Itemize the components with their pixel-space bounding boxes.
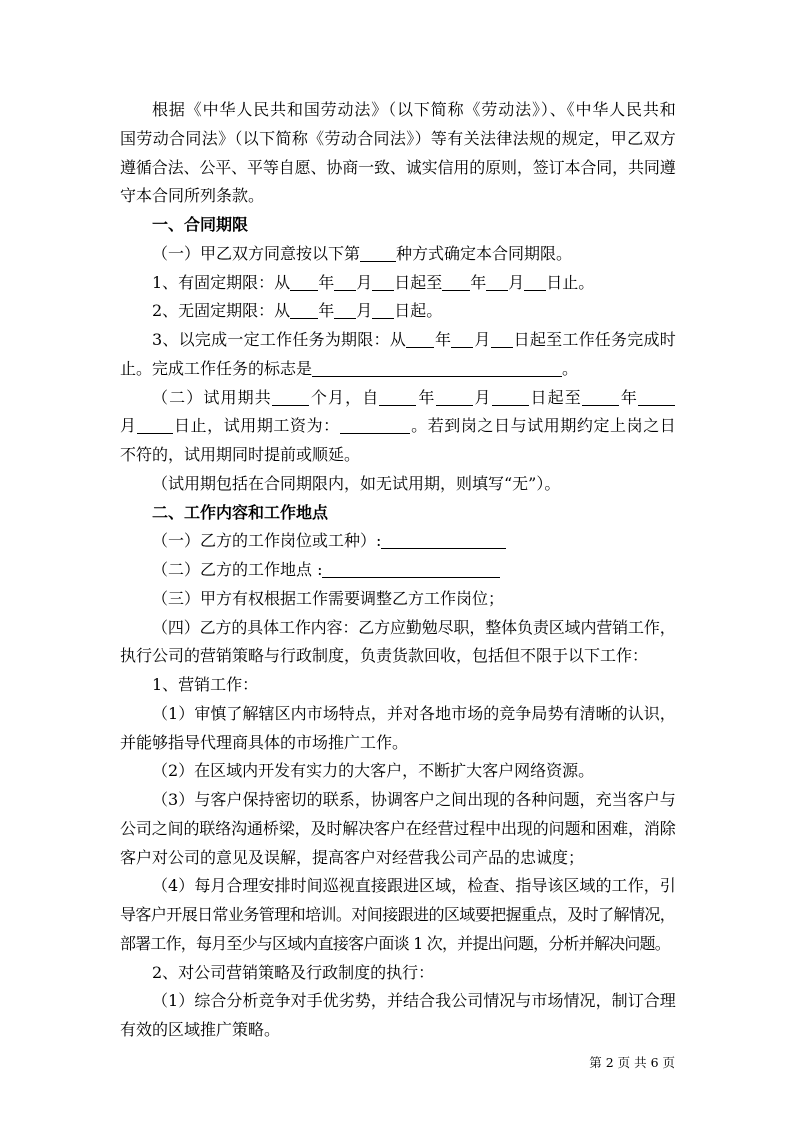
term-method-clause	[120, 240, 675, 269]
clause-text: 个月，自	[308, 387, 380, 407]
fill-in-blank	[137, 433, 173, 434]
clause-text: 年	[470, 272, 487, 292]
clause-text: 月	[356, 272, 373, 292]
fill-in-blank	[322, 577, 500, 578]
fill-in-blank	[312, 376, 562, 377]
policy-execution-item: （1）综合分析竞争对手优劣势，并结合我公司情况与市场情况，制订合理	[152, 991, 675, 1011]
preamble-line: 根据《中华人民共和国劳动法》（以下简称《劳动法》）、《中华人民共和	[152, 100, 675, 119]
clause-text: 月	[120, 416, 137, 436]
open-term-clause	[120, 297, 675, 326]
probation-clause-continued	[120, 412, 675, 441]
section-heading-contract-term: 一、合同期限	[152, 215, 249, 234]
marketing-item: （2）在区域内开发有实力的大客户，不断扩大客户网络资源。	[152, 761, 595, 781]
clause-text: 日止。	[546, 272, 595, 292]
probation-clause	[120, 384, 675, 413]
clause-text: 种方式确定本合同期限。	[396, 243, 573, 263]
marketing-item: 部署工作，每月至少与区域内直接客户面谈 1 次，并提出问题，分析并解决问题。	[120, 933, 670, 953]
fill-in-blank	[290, 318, 318, 319]
fill-in-blank	[582, 405, 619, 406]
fill-in-blank	[492, 405, 529, 406]
clause-text: 月	[356, 301, 373, 321]
marketing-item: 公司之间的联络沟通桥梁，及时解决客户在经营过程中出现的问题和困难，消除	[120, 818, 675, 838]
clause-text: 。	[562, 358, 579, 378]
preamble-line: 国劳动合同法》（以下简称《劳动合同法》）等有关法律法规的规定，甲乙双方	[120, 128, 675, 148]
probation-note: （试用期包括在合同期限内，如无试用期，则填写“无”）。	[152, 473, 561, 493]
clause-text: 。若到岗之日与试用期约定上岗之日	[409, 416, 675, 436]
clause-text: 日起至	[528, 387, 582, 407]
clause-text: 年	[434, 330, 452, 349]
fill-in-blank	[442, 290, 470, 291]
fill-in-blank	[334, 318, 356, 319]
clause-text: 月	[508, 272, 525, 292]
fill-in-blank	[372, 318, 394, 319]
clause-text: 年	[318, 301, 335, 321]
fill-in-blank	[451, 347, 473, 348]
page-number-footer: 第 2 页 共 6 页	[589, 1055, 675, 1070]
fill-in-blank	[372, 290, 394, 291]
fixed-term-clause	[120, 269, 675, 298]
clause-text: 止。完成工作任务的标志是	[120, 358, 313, 378]
clause-text: 日起至	[394, 272, 443, 292]
clause-text: 1、有固定期限：从	[152, 272, 291, 292]
clause-text: 月	[472, 387, 492, 407]
marketing-item: （4）每月合理安排时间巡视直接跟进区域，检查、指导该区域的工作，引	[152, 876, 675, 896]
clause-text: （二）乙方的工作地点 :	[152, 560, 323, 579]
clause-text: 月	[473, 330, 491, 349]
clause-text: 2、无固定期限：从	[152, 301, 291, 321]
clause-text: 年	[318, 272, 335, 292]
clause-text: 日起至工作任务完成时	[512, 330, 675, 349]
fill-in-blank	[486, 290, 508, 291]
task-term-clause-continued	[120, 355, 675, 384]
marketing-item: 客户对公司的意见及误解，提高客户对经营我公司产品的忠诚度；	[120, 847, 585, 867]
fill-in-blank	[334, 290, 356, 291]
policy-execution-item: 有效的区域推广策略。	[120, 1020, 281, 1039]
work-duties-clause: （四）乙方的具体工作内容：乙方应勤勉尽职，整体负责区域内营销工作，	[152, 617, 675, 637]
subsection-heading-policy-execution: 2、对公司营销策略及行政制度的执行：	[152, 962, 435, 982]
marketing-item: 并能够指导代理商具体的市场推广工作。	[120, 732, 409, 752]
preamble-line: 遵循合法、公平、平等自愿、协商一致、诚实信用的原则，签订本合同，共同遵	[120, 157, 675, 177]
clause-text: （一）乙方的工作岗位或工种）:	[152, 531, 382, 551]
probation-clause-continued: 不符的，试用期同时提前或顺延。	[120, 445, 361, 464]
preamble-line: 守本合同所列条款。	[120, 186, 265, 206]
marketing-item: （3）与客户保持密切的联系，协调客户之间出现的各种问题，充当客户与	[152, 790, 675, 809]
clause-text: （一）甲乙双方同意按以下第	[152, 243, 361, 263]
work-duties-clause: 执行公司的营销策略与行政制度，负责货款回收，包括但不限于以下工作：	[120, 646, 649, 666]
section-heading-work: 二、工作内容和工作地点	[152, 502, 329, 522]
fill-in-blank	[272, 405, 309, 406]
fill-in-blank	[638, 405, 675, 406]
marketing-item: （1）审慎了解辖区内市场特点，并对各地市场的竞争局势有清晰的认识，	[152, 703, 675, 723]
clause-text: 3、以完成一定工作任务为期限：从	[152, 330, 407, 349]
work-adjustment-clause: （三）甲方有权根据工作需要调整乙方工作岗位；	[152, 588, 505, 608]
fill-in-blank	[360, 261, 396, 262]
contract-body	[120, 96, 675, 1045]
fill-in-blank	[436, 405, 473, 406]
fill-in-blank	[379, 405, 416, 406]
fill-in-blank	[381, 548, 506, 549]
task-term-clause	[120, 326, 675, 355]
fill-in-blank	[290, 290, 318, 291]
marketing-item: 导客户开展日常业务管理和培训。对间接跟进的区域要把握重点，及时了解情况，	[120, 905, 675, 924]
fill-in-blank	[524, 290, 546, 291]
clause-text: 年	[416, 387, 436, 407]
fill-in-blank	[340, 433, 410, 434]
fill-in-blank	[491, 347, 513, 348]
clause-text: 日起。	[394, 301, 443, 321]
fill-in-blank	[406, 347, 434, 348]
work-position-clause	[120, 527, 675, 556]
subsection-heading-marketing: 1、营销工作：	[152, 675, 259, 694]
clause-text: 日止，试用期工资为：	[172, 416, 340, 436]
work-location-clause	[120, 556, 675, 585]
clause-text: 年	[618, 387, 639, 407]
clause-text: （二）试用期共	[152, 387, 272, 407]
